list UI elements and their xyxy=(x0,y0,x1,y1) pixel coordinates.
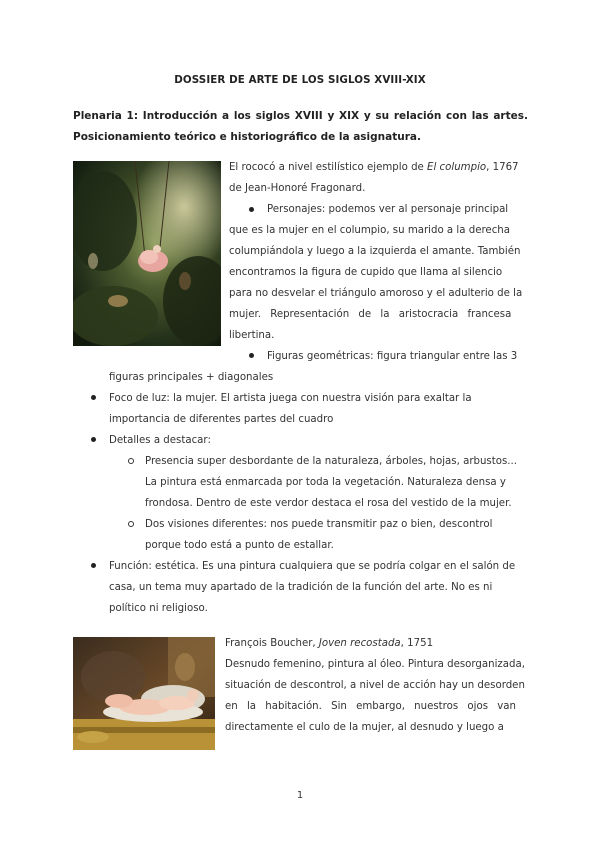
painting-el-columpio xyxy=(73,161,221,346)
bullet-dot xyxy=(249,207,254,212)
section-heading: Plenaria 1: Introducción a los siglos XVIII y XIX y su relación con las artes. Posicionamiento teórico e historiográfico de la asignatura. xyxy=(73,110,528,143)
boucher-line: directamente el culo de la mujer, al desnudo y luego a xyxy=(225,722,504,733)
detalles-line: Detalles a destacar: xyxy=(109,435,211,446)
joven-recostada-image xyxy=(73,637,215,750)
intro-text: François Boucher, xyxy=(225,638,319,649)
boucher-line: situación de descontrol, a nivel de acción hay un desorden xyxy=(225,680,525,691)
bullet-dot xyxy=(91,395,96,400)
personajes-line: para no desvelar el triángulo amoroso y el adulterio de la xyxy=(229,288,523,299)
foco-line: importancia de diferentes partes del cuadro xyxy=(109,414,334,425)
personajes-line: columpiándola y luego a la izquierda el amante. También xyxy=(229,246,521,257)
funcion-line: Función: estética. Es una pintura cualquiera que se podría colgar en el salón de xyxy=(109,561,516,572)
fragonard-intro-line2: de Jean-Honoré Fragonard. xyxy=(229,183,366,194)
bullet-dot xyxy=(91,437,96,442)
page-number: 1 xyxy=(296,790,304,801)
visiones-line: porque todo está a punto de estallar. xyxy=(145,540,334,551)
boucher-line: en la habitación. Sin embargo, nuestros ojos van xyxy=(225,701,516,712)
painting-joven-recostada xyxy=(73,637,215,750)
presencia-line: frondosa. Dentro de este verdor destaca el rosa del vestido de la mujer. xyxy=(145,498,512,509)
el-columpio-image xyxy=(73,161,221,346)
intro-date: , 1767 xyxy=(486,162,519,173)
personajes-line: Personajes: podemos ver al personaje principal xyxy=(267,204,509,215)
personajes-line: mujer. Representación de la aristocracia francesa xyxy=(229,309,512,320)
document-title: DOSSIER DE ARTE DE LOS SIGLOS XVIII-XIX xyxy=(174,74,426,86)
artwork-title: El columpio xyxy=(427,162,487,173)
personajes-line: libertina. xyxy=(229,330,275,341)
personajes-line: encontramos la figura de cupido que llama al silencio xyxy=(229,267,503,278)
funcion-line: político ni religioso. xyxy=(109,603,208,614)
artwork-title: Joven recostada xyxy=(318,638,401,649)
intro-date: , 1751 xyxy=(400,638,434,649)
figuras-line: figuras principales + diagonales xyxy=(109,372,274,383)
bullet-dot xyxy=(249,353,254,358)
foco-line: Foco de luz: la mujer. El artista juega con nuestra visión para exaltar la xyxy=(109,393,472,404)
intro-text: El rococó a nivel estilístico ejemplo de xyxy=(229,162,428,173)
visiones-line: Dos visiones diferentes: nos puede transmitir paz o bien, descontrol xyxy=(145,519,493,530)
personajes-line: que es la mujer en el columpio, su marido a la derecha xyxy=(229,225,510,236)
bullet-dot xyxy=(91,563,96,568)
presencia-line: Presencia super desbordante de la naturaleza, árboles, hojas, arbustos... xyxy=(145,456,517,467)
sub-bullet-ring xyxy=(128,458,134,464)
figuras-line: Figuras geométricas: figura triangular entre las 3 xyxy=(267,351,518,362)
funcion-line: casa, un tema muy apartado de la tradición de la función del arte. No es ni xyxy=(109,582,493,593)
presencia-line: La pintura está enmarcada por toda la vegetación. Naturaleza densa y xyxy=(145,477,506,488)
fragonard-intro-line1 xyxy=(229,157,519,178)
boucher-intro-line xyxy=(225,633,433,654)
boucher-line: Desnudo femenino, pintura al óleo. Pintura desorganizada, xyxy=(225,659,525,670)
sub-bullet-ring xyxy=(128,521,134,527)
